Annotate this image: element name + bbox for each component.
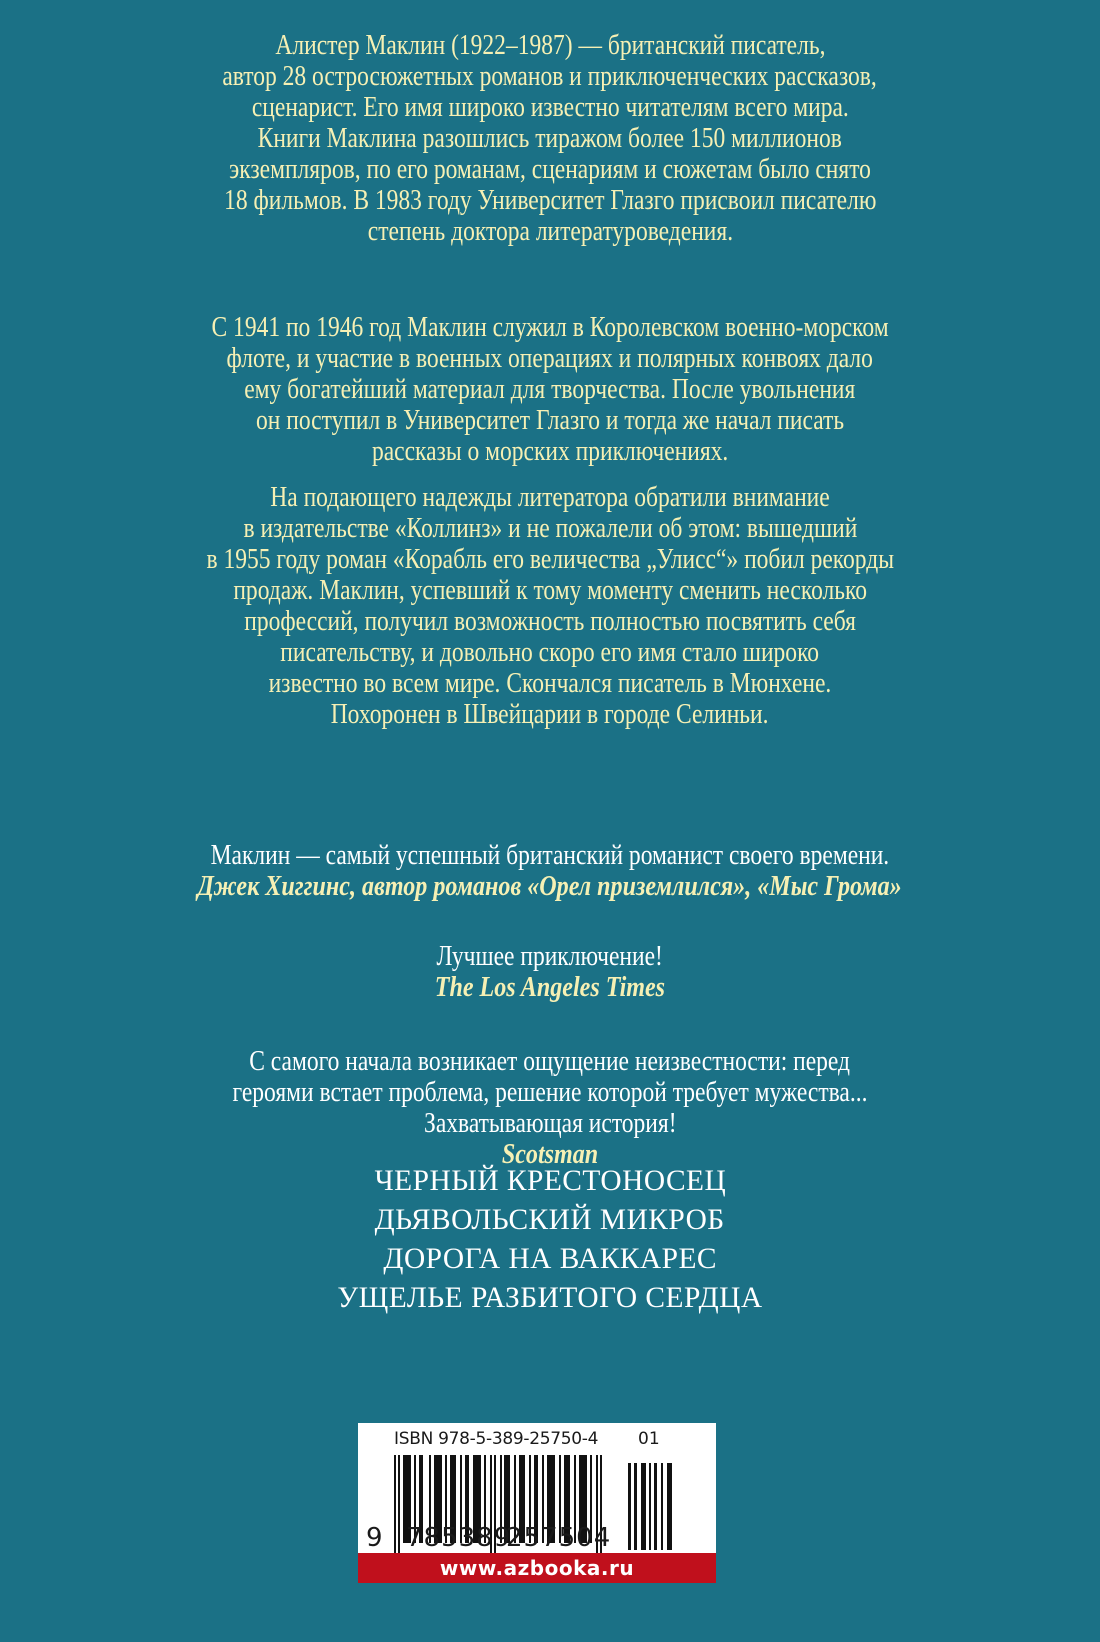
bio-line: Книги Маклина разошлись тиражом более 150 миллионов [257,123,843,154]
quote-source: The Los Angeles Times [434,972,666,1003]
review-quote-3 [0,1046,1100,1170]
publisher-url[interactable]: www.azbooka.ru [358,1553,716,1583]
quote-text: Лучшее приключение! [436,941,664,972]
bio-line: флоте, и участие в военных операциях и полярных конвоях дало [226,343,874,374]
bio-paragraph-2 [0,312,1100,467]
bio-line: в 1955 году роман «Корабль его величества „Улисс“» побил рекорды [206,544,894,575]
bio-line: ему богатейший материал для творчества. После увольнения [244,374,856,405]
bio-line: продаж. Маклин, успевший к тому моменту сменить несколько [233,575,867,606]
bio-line: С 1941 по 1946 год Маклин служил в Королевском военно-морском [211,312,889,343]
barcode-digit-group-1: 785389 [406,1523,512,1553]
bio-line: в издательстве «Коллинз» и не пожалели об этом: вышедший [243,513,857,544]
book-title: ДЬЯВОЛЬСКИЙ МИКРОБ [374,1203,726,1236]
bio-line: он поступил в Университет Глазго и тогда же начал писать [255,405,845,436]
bio-line: Похоронен в Швейцарии в городе Селиньи. [331,699,769,730]
barcode-digit-first: 9 [366,1523,383,1553]
quote-text: Захватывающая история! [423,1108,677,1139]
review-quote-2 [0,941,1100,1003]
isbn-addon-label: 01 [638,1429,660,1449]
bio-line: Алистер Маклин (1922–1987) — британский писатель, [274,30,826,61]
quote-source: Scotsman [501,1139,599,1170]
bio-line: 18 фильмов. В 1983 году Университет Глазго присвоил писателю [223,185,877,216]
addon-barcode-bars-icon [628,1463,674,1550]
quote-text: героями встает проблема, решение которой требует мужества... [232,1077,868,1108]
review-quote-1 [0,840,1100,902]
quote-text: Маклин — самый успешный британский романист своего времени. [210,840,890,871]
book-title: УЩЕЛЬЕ РАЗБИТОГО СЕРДЦА [337,1281,763,1314]
quote-source: Джек Хиггинс, автор романов «Орел приземлился», «Мыс Грома» [197,871,903,902]
bio-line: писательству, и довольно скоро его имя стало широко [280,637,820,668]
bio-line: автор 28 остросюжетных романов и приключенческих рассказов, [222,61,878,92]
isbn-barcode [358,1423,716,1583]
bio-line: степень доктора литературоведения. [367,216,733,247]
bio-line: рассказы о морских приключениях. [371,436,729,467]
bio-line: профессий, получил возможность полностью посвятить себя [244,606,856,637]
quote-text: С самого начала возникает ощущение неизвестности: перед [249,1046,851,1077]
bio-line: На подающего надежды литератора обратили внимание [270,482,830,513]
book-title: ДОРОГА НА ВАККАРЕС [383,1242,717,1275]
bio-line: известно во всем мире. Скончался писатель в Мюнхене. [268,668,832,699]
bio-paragraph-1 [0,30,1100,247]
other-titles-list [0,1161,1100,1317]
book-title: ЧЕРНЫЙ КРЕСТОНОСЕЦ [374,1164,726,1197]
bio-paragraph-3 [0,482,1100,730]
isbn-label: ISBN 978-5-389-25750-4 [394,1429,599,1449]
barcode-digit-group-2: 257504 [506,1523,612,1553]
bio-line: экземпляров, по его романам, сценариям и сюжетам было снято [229,154,871,185]
bio-line: сценарист. Его имя широко известно читателям всего мира. [251,92,849,123]
